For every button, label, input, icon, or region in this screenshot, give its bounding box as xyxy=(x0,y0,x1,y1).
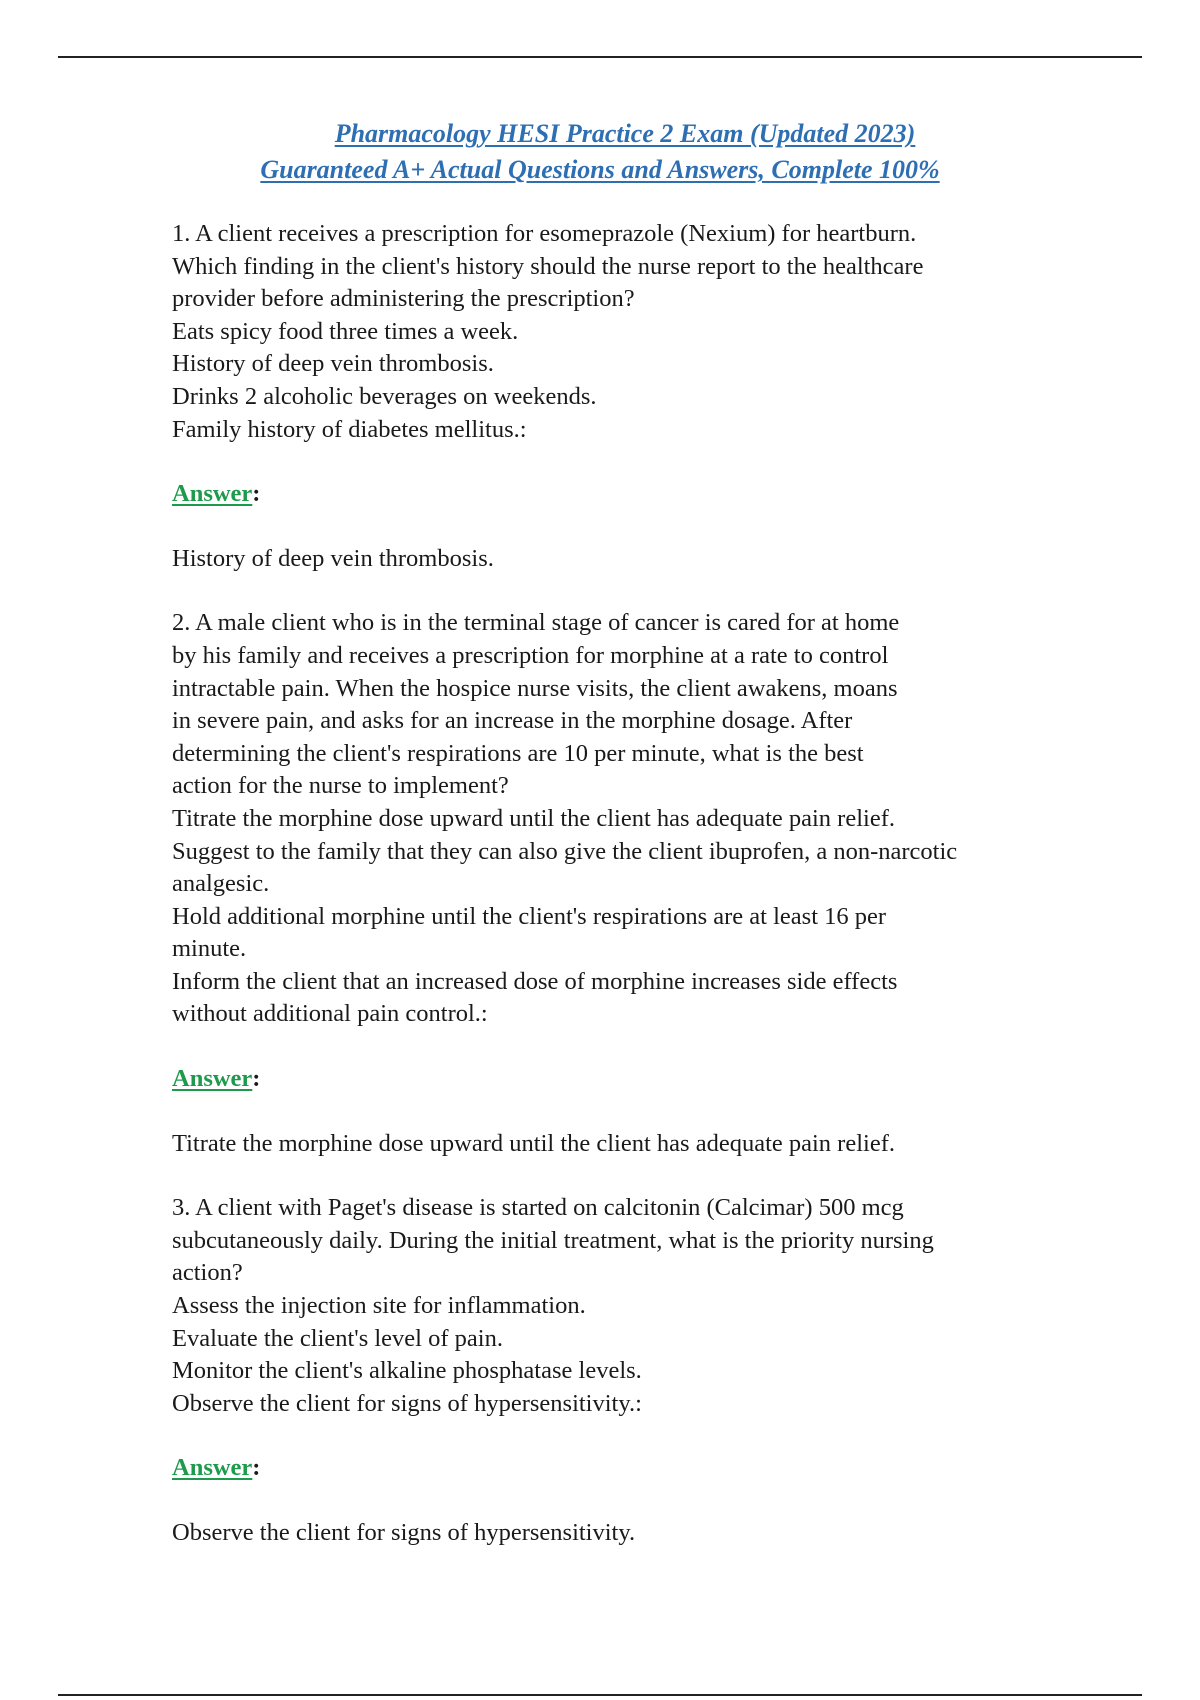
answer-option: Observe the client for signs of hypersensitivity.: xyxy=(172,1389,642,1417)
correct-answer: Observe the client for signs of hypersensitivity. xyxy=(172,1519,636,1546)
answer-option: Inform the client that an increased dose of morphine increases side effects without additional pain control.: xyxy=(172,967,898,1028)
question-item xyxy=(172,1192,1132,1549)
answer-option: Assess the injection site for inflammation. xyxy=(172,1292,586,1320)
correct-answer: History of deep vein thrombosis. xyxy=(172,544,494,572)
answer-label xyxy=(172,1063,1132,1096)
answer-label xyxy=(172,478,1132,511)
answer-option: History of deep vein thrombosis. xyxy=(172,350,494,378)
answer-option: Titrate the morphine dose upward until the client has adequate pain relief. xyxy=(172,804,895,832)
title-line-1: Pharmacology HESI Practice 2 Exam (Updated 2023) xyxy=(334,119,916,148)
answer-label-word: Answer xyxy=(172,1454,253,1482)
question-item xyxy=(172,607,1132,1160)
answer-option: Family history of diabetes mellitus.: xyxy=(172,415,527,443)
answer-option: Drinks 2 alcoholic beverages on weekends. xyxy=(172,382,597,410)
answer-option: Suggest to the family that they can also give the client ibuprofen, a non-narcotic analgesic. xyxy=(172,837,958,898)
title-line-2: Guaranteed A+ Actual Questions and Answers, Complete 100% xyxy=(260,155,940,184)
answer-label-colon: : xyxy=(252,1454,261,1482)
answer-option: Hold additional morphine until the client's respirations are at least 16 per minute. xyxy=(172,902,887,963)
answer-option: Evaluate the client's level of pain. xyxy=(172,1324,503,1352)
document-title xyxy=(0,116,1200,188)
bottom-rule xyxy=(58,1694,1142,1696)
question-list xyxy=(172,218,1132,1550)
answer-label-colon: : xyxy=(252,480,261,508)
top-rule xyxy=(58,56,1142,58)
question-item xyxy=(172,218,1132,575)
answer-label xyxy=(172,1452,1132,1485)
question-text: 2. A male client who is in the terminal stage of cancer is cared for at home by his family and receives a prescription for morphine at a rate to control intractable pain. When the hospice nurse visits, the client awakens, moans in severe pain, and asks for an increase in the morphine dosage. After determining the client's respirations are 10 per minute, what is the best action for the nurse to implement? xyxy=(172,609,900,800)
answer-label-word: Answer xyxy=(172,1065,253,1093)
question-text: 3. A client with Paget's disease is started on calcitonin (Calcimar) 500 mcg subcutaneously daily. During the initial treatment, what is the priority nursing action? xyxy=(172,1194,934,1287)
answer-option: Monitor the client's alkaline phosphatase levels. xyxy=(172,1357,642,1385)
answer-label-word: Answer xyxy=(172,480,253,508)
answer-option: Eats spicy food three times a week. xyxy=(172,317,519,345)
question-text: 1. A client receives a prescription for esomeprazole (Nexium) for heartburn. Which finding in the client's history should the nurse report to the healthcare provider before administering the prescription? xyxy=(172,220,924,313)
answer-label-colon: : xyxy=(252,1065,261,1093)
correct-answer: Titrate the morphine dose upward until the client has adequate pain relief. xyxy=(172,1129,895,1157)
